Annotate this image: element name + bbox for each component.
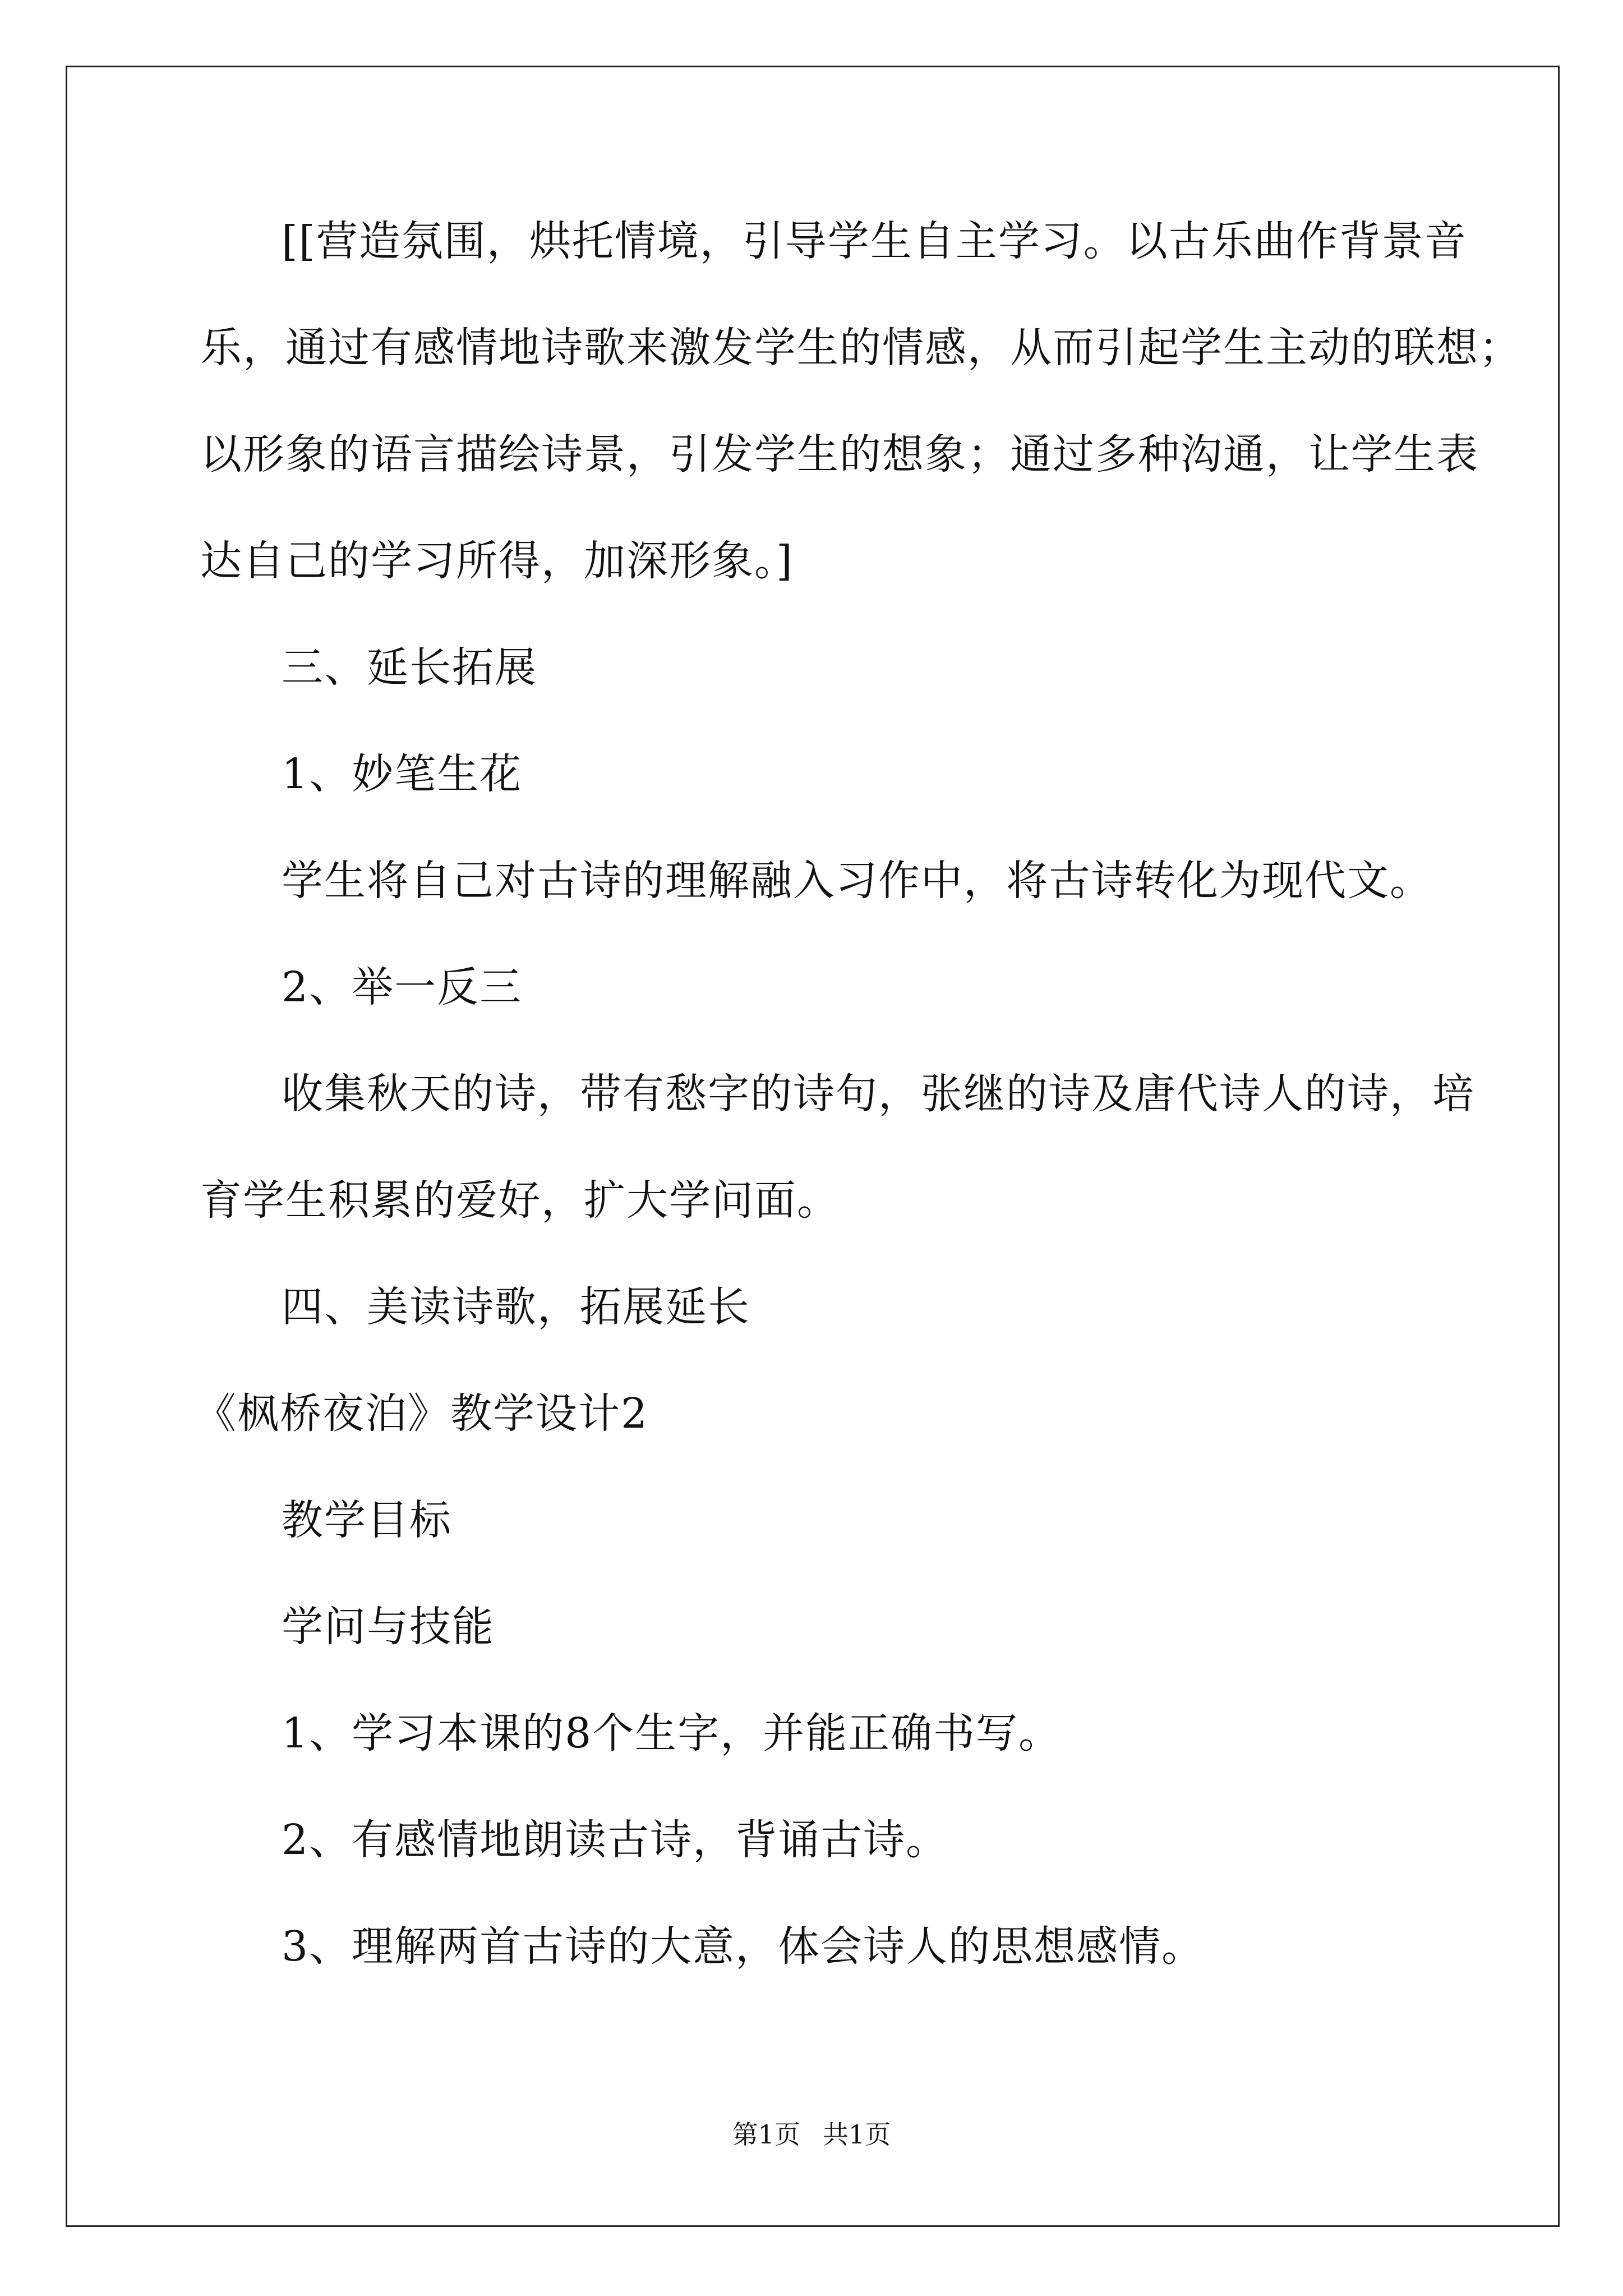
page-number-current: 第1页: [732, 2119, 800, 2150]
subheading-miaobi: 1、妙笔生花: [282, 750, 523, 798]
paragraph-line-4: 达自己的学习所得，加深形象。]: [200, 537, 794, 585]
objective-item-1: 1、学习本课的8个生字，并能正确书写。: [282, 1709, 1062, 1757]
paragraph-juyi-2: 育学生积累的爱好，扩大学问面。: [200, 1176, 840, 1225]
section-heading-reading: 四、美读诗歌，拓展延长: [282, 1283, 750, 1331]
heading-knowledge-skills: 学问与技能: [282, 1603, 495, 1651]
page-number-total: 共1页: [823, 2119, 891, 2150]
page-footer: [0, 2118, 1623, 2151]
paragraph-miaobi: 学生将自己对古诗的理解融入习作中，将古诗转化为现代文。: [282, 857, 1432, 905]
heading-objectives: 教学目标: [282, 1496, 452, 1544]
subheading-juyi: 2、举一反三: [282, 963, 523, 1011]
page-border: [66, 66, 1560, 2227]
document-title: 《枫桥夜泊》教学设计2: [195, 1389, 649, 1438]
paragraph-line-3: 以形象的语言描绘诗景，引发学生的想象；通过多种沟通，让学生表: [200, 430, 1479, 478]
objective-item-3: 3、理解两首古诗的大意，体会诗人的思想感情。: [282, 1922, 1205, 1971]
paragraph-line-2: 乐，通过有感情地诗歌来激发学生的情感，从而引起学生主动的联想；: [200, 324, 1521, 372]
paragraph-juyi-1: 收集秋天的诗，带有愁字的诗句，张继的诗及唐代诗人的诗，培: [282, 1070, 1475, 1118]
objective-item-2: 2、有感情地朗读古诗，背诵古诗。: [282, 1816, 949, 1864]
section-heading-extension: 三、延长拓展: [282, 643, 537, 692]
paragraph-line-1: [[营造氛围，烘托情境，引导学生自主学习。以古乐曲作背景音: [282, 217, 1467, 265]
